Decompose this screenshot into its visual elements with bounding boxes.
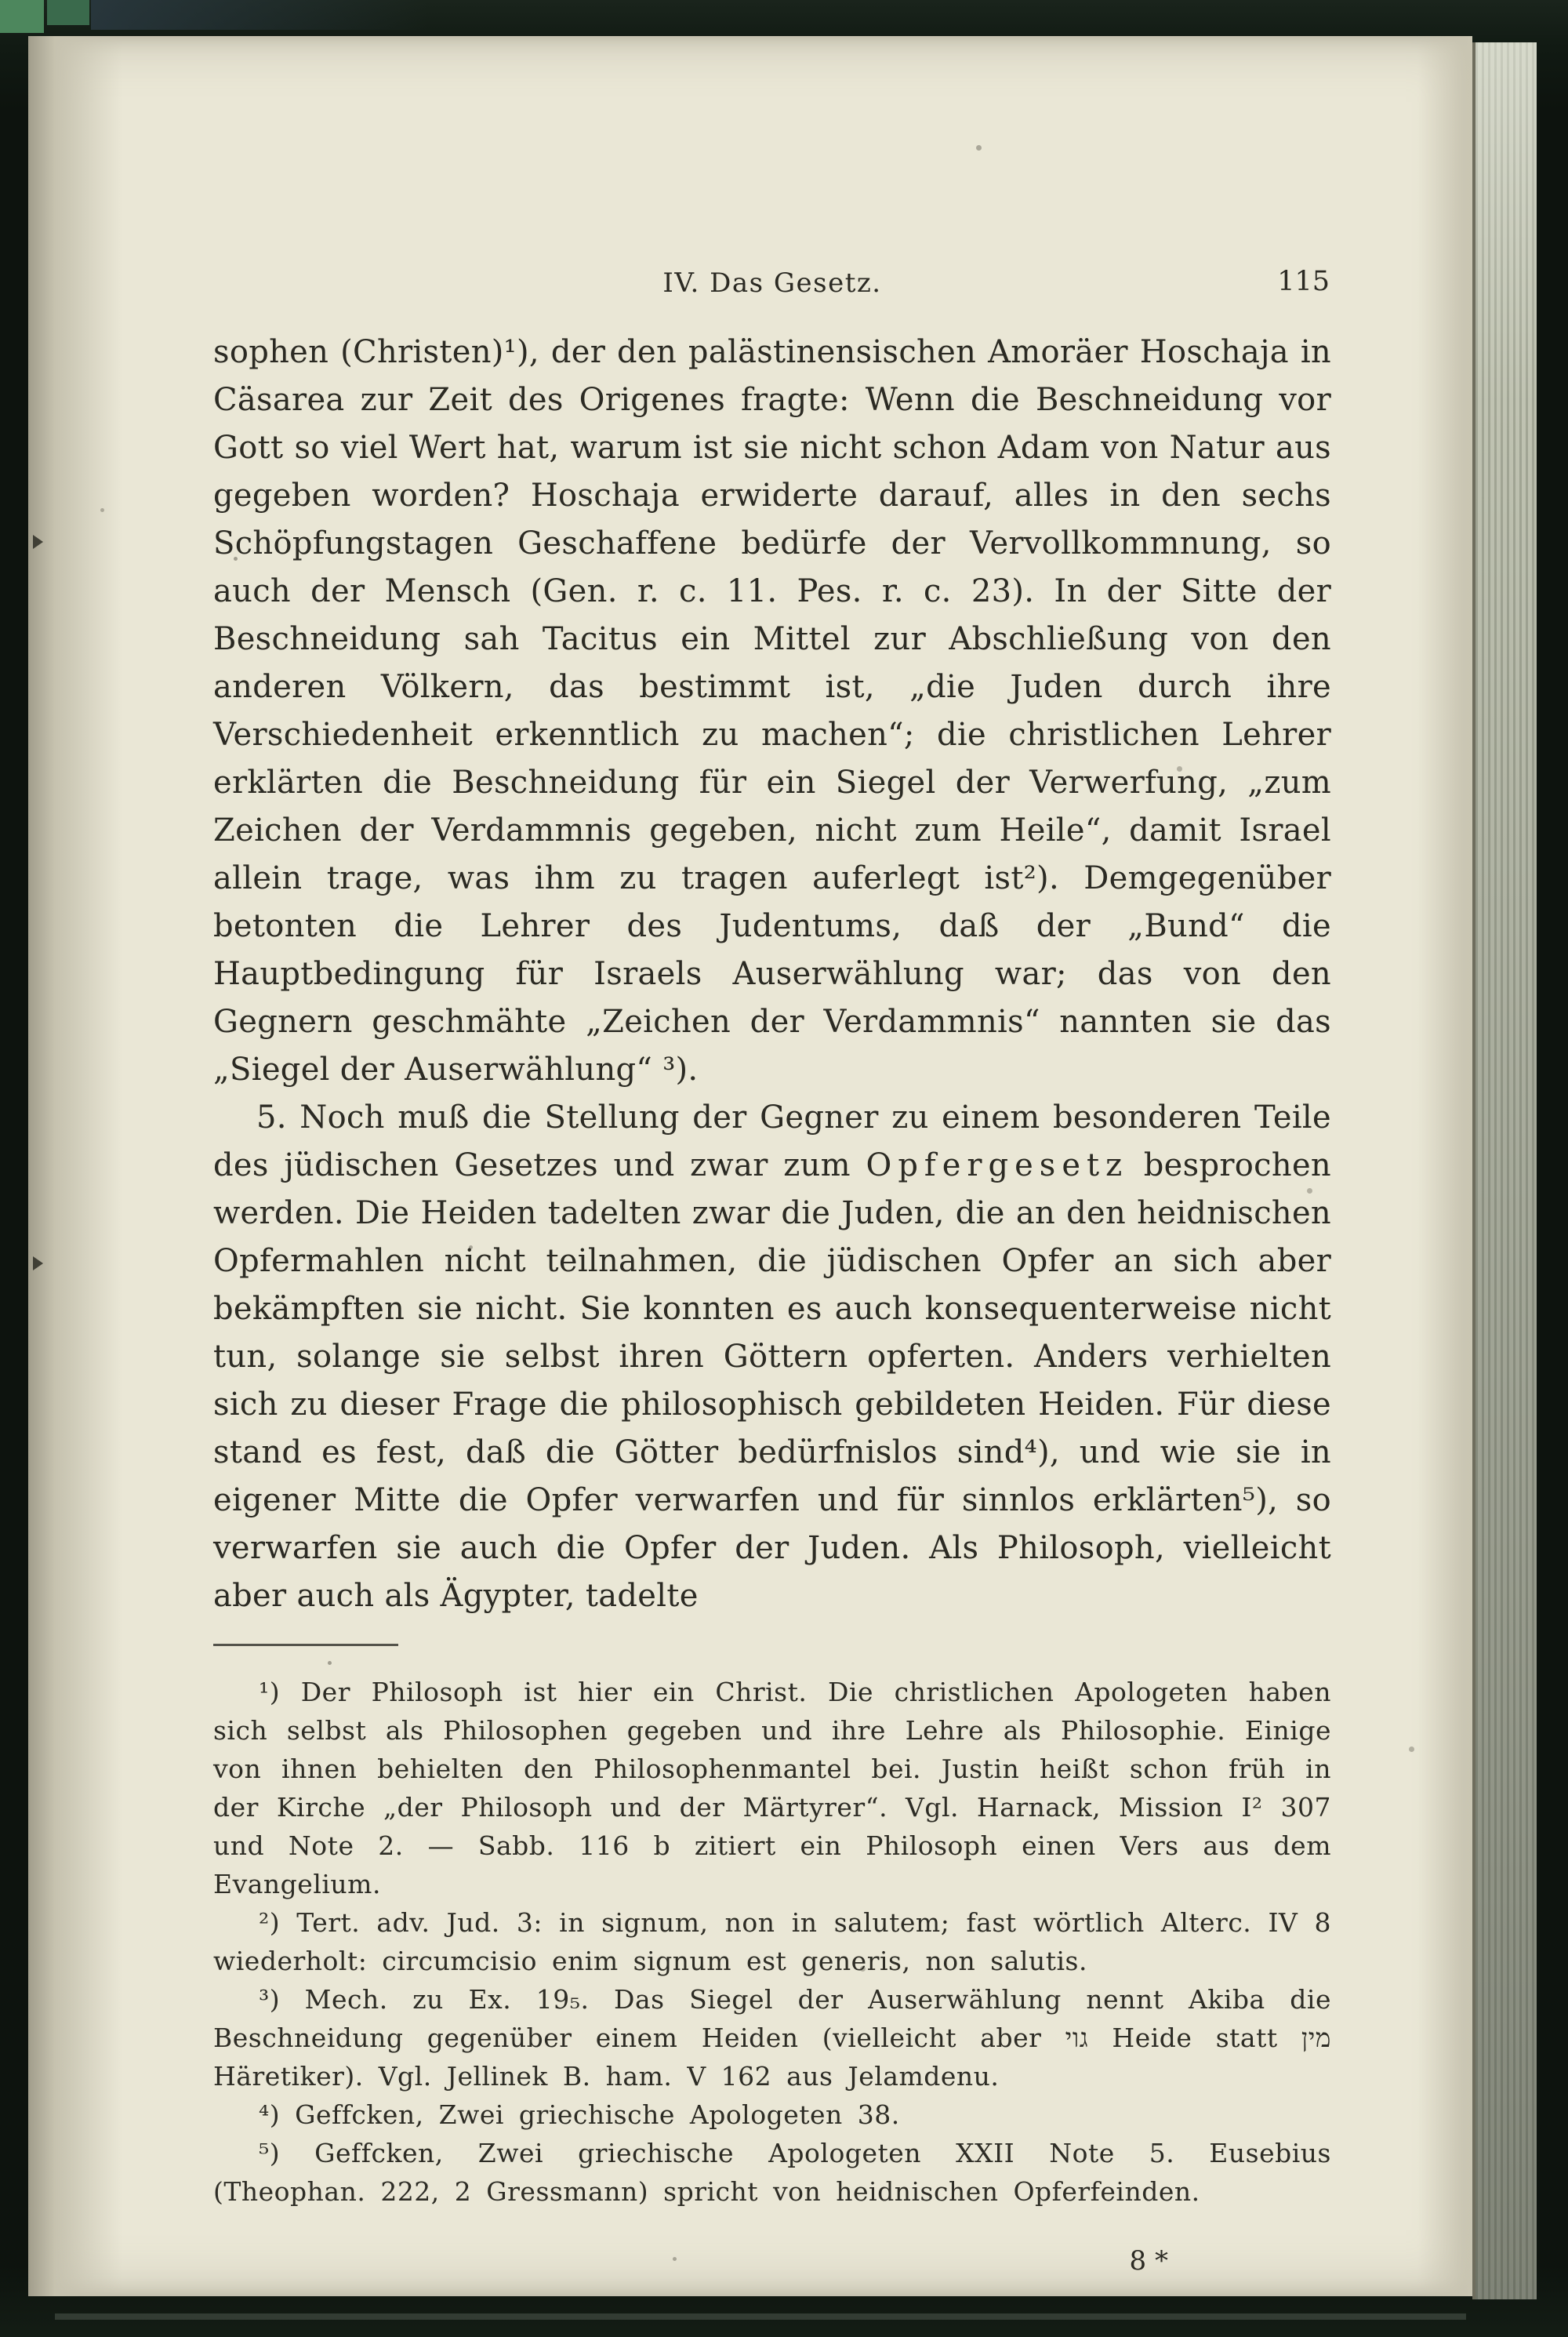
body-paragraph [213, 1094, 1331, 1620]
cover-corner-patch-2 [47, 0, 89, 25]
footnote: ⁴) Geffcken, Zwei griechische Apologeten 38. [259, 2099, 900, 2130]
text-run: sophen (Christen)¹), der den palästinensischen Amoräer Hoschaja in Cäsarea zur Zeit des Origenes fragte: Wenn die Beschneidung vor Gott so viel Wert hat, warum ist sie nicht schon Adam von Natur aus gegeben worden? Hoschaja erwiderte darauf, alles in den sechs Schöpfungstagen Geschaffene bedürfe der Vervollkommnung, so auch der Mensch (Gen. r. c. 11. Pes. r. c. 23). In der Sitte der Beschneidung sah Tacitus ein Mittel zur Abschließung von den anderen Völkern, das bestimmt ist, „die Juden durch ihre Verschiedenheit erkenntlich zu machen“; die christlichen Lehrer erklärten die Beschneidung für ein Siegel der Verwerfung, „zum Zeichen der Verdammnis gegeben, nicht zum Heile“, damit Israel allein trage, was ihm zu tragen auferlegt ist²). Demgegenüber betonten die Lehrer des Judentums, daß der „Bund“ die Hauptbedingung für Israels Auserwählung war; das von den Gegnern geschmähte „Zeichen der Verdammnis“ nannten sie das „Siegel der Auserwählung“ ³). [213, 334, 1331, 1088]
body-text [213, 329, 1331, 1620]
text-run: besprochen werden. Die Heiden tadelten zwar die Juden, die an den heidnischen Opfermahlen nicht teilnahmen, die jüdischen Opfer an sich aber bekämpften sie nicht. Sie konnten es auch konsequenterweise nicht tun, solange sie selbst ihren Göttern opferten. Anders verhielten sich zu dieser Frage die philosophisch gebildeten Heiden. Für diese stand es fest, daß die Götter bedürfnislos sind⁴), und wie sie in eigener Mitte die Opfer verwarfen und für sinnlos erklärten⁵), so verwarfen sie auch die Opfer der Juden. Als Philosoph, vielleicht aber auch als Ägypter, tadelte [213, 1147, 1331, 1614]
footnote: ³) Mech. zu Ex. 19₅. Das Siegel der Auserwählung nennt Akiba die Beschneidung gegenüber einem Heiden (vielleicht aber גוי Heide statt מין Häretiker). Vgl. Jellinek B. ham. V 162 aus Jelamdenu. [213, 1984, 1331, 2092]
book-page [28, 36, 1472, 2296]
cover-corner-patch-1 [0, 0, 44, 33]
margin-mark [33, 535, 43, 549]
running-title: IV. Das Gesetz. [662, 267, 882, 299]
margin-mark [33, 1256, 43, 1270]
page-stack-edge [1472, 42, 1537, 2299]
footnote: ⁵) Geffcken, Zwei griechische Apologeten XXII Note 5. Eusebius (Theophan. 222, 2 Gressmann) spricht von heidnischen Opferfeinden. [213, 2138, 1331, 2207]
scan-specks [28, 36, 32, 40]
sheet-signature: 8 * [1129, 2245, 1168, 2277]
gutter-shadow [28, 36, 122, 2296]
footnote: ²) Tert. adv. Jud. 3: in signum, non in salutem; fast wörtlich Alterc. IV 8 wiederholt: circumcisio enim signum est generis, non salutis. [213, 1907, 1331, 1976]
cover-top-band [91, 0, 428, 30]
page-number: 115 [1277, 266, 1330, 297]
footnote: ¹) Der Philosoph ist hier ein Christ. Die christlichen Apologeten haben sich selbst als Philosophen gegeben und ihre Lehre als Philosophie. Einige von ihnen behielten den Philosophenmantel bei. Justin heißt schon früh in der Kirche „der Philosoph und der Märtyrer“. Vgl. Harnack, Mission I² 307 und Note 2. — Sabb. 116 b zitiert ein Philosoph einen Vers aus dem Evangelium. [213, 1677, 1331, 1899]
page-right-shade [1417, 36, 1472, 2296]
page-header [213, 267, 1331, 300]
cover-bottom-edge [55, 2313, 1466, 2320]
footnote-separator [213, 1644, 398, 1646]
text-run: 5. Noch muß die Stellung der Gegner zu einem besonderen Teile des jüdischen Gesetzes und zwar zum [213, 1099, 1331, 1183]
page-content [213, 267, 1331, 2277]
body-paragraph [213, 329, 1331, 1094]
emphasized-spaced-text: Opfergesetz [866, 1147, 1129, 1183]
footnotes [213, 1673, 1331, 2211]
